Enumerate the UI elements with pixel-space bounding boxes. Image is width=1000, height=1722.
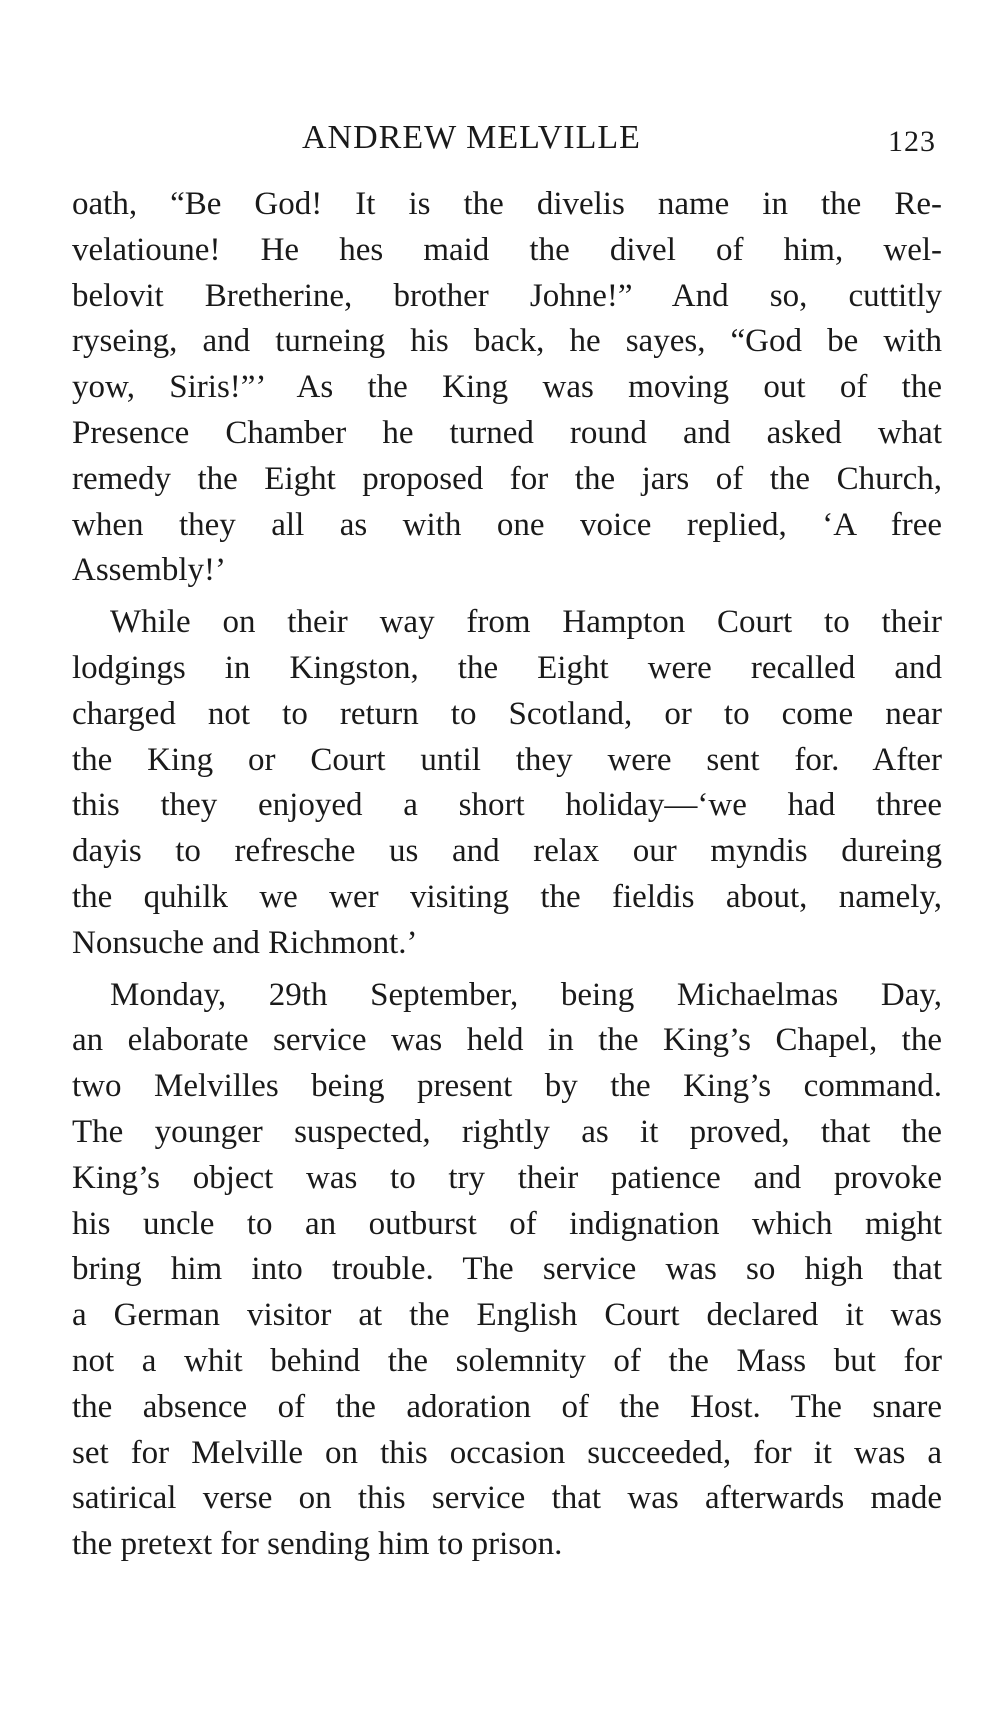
text-line: the absence of the adoration of the Host. The snare: [72, 1388, 942, 1425]
paragraph: [72, 182, 942, 594]
text-line: the pretext for sending him to prison.: [72, 1526, 563, 1563]
text-line: the King or Court until they were sent for. After: [72, 741, 942, 778]
text-line: Presence Chamber he turned round and asked what: [72, 414, 942, 451]
text-line: While on their way from Hampton Court to their: [110, 604, 942, 641]
text-line: a German visitor at the English Court declared it was: [72, 1297, 942, 1334]
text-line: this they enjoyed a short holiday—‘we had three: [72, 787, 942, 824]
text-line: when they all as with one voice replied, ‘A free: [72, 506, 942, 543]
text-line: belovit Bretherine, brother Johne!” And so, cuttitly: [72, 277, 942, 314]
text-line: charged not to return to Scotland, or to come near: [72, 695, 942, 732]
text-line: oath, “Be God! It is the divelis name in the Re-: [72, 186, 942, 222]
running-title: ANDREW MELVILLE: [302, 119, 641, 156]
text-line: The younger suspected, rightly as it proved, that the: [72, 1113, 942, 1150]
text-line: satirical verse on this service that was afterwards made: [72, 1480, 942, 1517]
body-text: [72, 182, 942, 1574]
text-line: two Melvilles being present by the King’s command.: [72, 1068, 942, 1105]
text-line: an elaborate service was held in the King’s Chapel, the: [72, 1022, 942, 1059]
page-number: 123: [888, 125, 936, 158]
text-line: his uncle to an outburst of indignation which might: [72, 1205, 942, 1242]
running-head: [72, 118, 942, 158]
paragraph: [72, 600, 942, 966]
text-line: lodgings in Kingston, the Eight were recalled and: [72, 649, 942, 686]
paragraph: [72, 973, 942, 1568]
text-line: Monday, 29th September, being Michaelmas Day,: [110, 976, 942, 1013]
text-line: the quhilk we wer visiting the fieldis about, namely,: [72, 878, 942, 915]
text-line: Assembly!’: [72, 552, 226, 589]
text-line: King’s object was to try their patience and provoke: [72, 1159, 942, 1196]
text-line: bring him into trouble. The service was so high that: [72, 1251, 942, 1288]
text-line: yow, Siris!”’ As the King was moving out of the: [72, 369, 942, 406]
text-line: set for Melville on this occasion succeeded, for it was a: [72, 1434, 942, 1471]
text-line: dayis to refresche us and relax our myndis dureing: [72, 833, 942, 870]
text-line: remedy the Eight proposed for the jars of the Church,: [72, 460, 942, 497]
text-line: velatioune! He hes maid the divel of him, wel-: [72, 231, 942, 268]
text-line: not a whit behind the solemnity of the Mass but for: [72, 1342, 942, 1379]
text-line: Nonsuche and Richmont.’: [72, 924, 418, 961]
text-line: ryseing, and turneing his back, he sayes, “God be with: [72, 323, 942, 360]
